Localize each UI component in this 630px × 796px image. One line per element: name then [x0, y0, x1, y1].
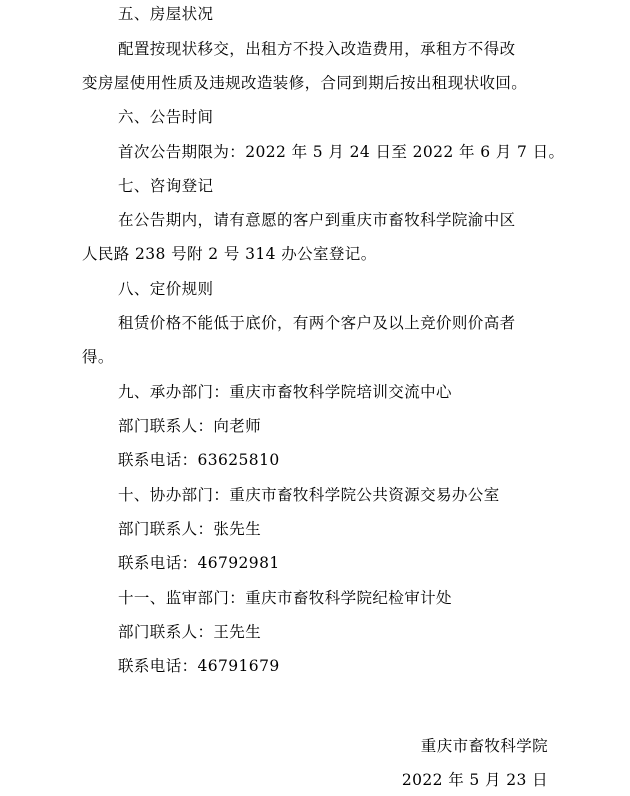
section-7-body-line-1: 在公告期内，请有意愿的客户到重庆市畜牧科学院渝中区	[118, 211, 516, 229]
section-11-contact: 部门联系人：王先生	[118, 623, 262, 641]
signature-date: 2022 年 5 月 23 日	[401, 771, 548, 789]
section-10-heading: 十、协办部门：重庆市畜牧科学院公共资源交易办公室	[118, 486, 500, 504]
section-9-contact: 部门联系人：向老师	[118, 417, 262, 435]
section-11-heading: 十一、监审部门：重庆市畜牧科学院纪检审计处	[118, 589, 452, 607]
section-5-body-line-2: 变房屋使用性质及违规改造装修，合同到期后按出租现状收回。	[82, 74, 528, 92]
section-10-phone: 联系电话：46792981	[118, 554, 280, 572]
section-8-body-line-1: 租赁价格不能低于底价，有两个客户及以上竞价则价高者	[118, 314, 516, 332]
section-8-body-line-2: 得。	[82, 348, 114, 366]
section-7-body-line-2: 人民路 238 号附 2 号 314 办公室登记。	[82, 245, 377, 263]
section-6-heading: 六、公告时间	[118, 108, 214, 126]
section-5-heading: 五、房屋状况	[118, 5, 214, 23]
section-6-body-line-1: 首次公告期限为：2022 年 5 月 24 日至 2022 年 6 月 7 日。	[118, 143, 565, 161]
section-5-body-line-1: 配置按现状移交，出租方不投入改造费用，承租方不得改	[118, 40, 516, 58]
section-8-heading: 八、定价规则	[118, 280, 214, 298]
signature-organization: 重庆市畜牧科学院	[420, 737, 548, 755]
section-7-heading: 七、咨询登记	[118, 177, 214, 195]
section-9-phone: 联系电话：63625810	[118, 451, 280, 469]
section-11-phone: 联系电话：46791679	[118, 657, 280, 675]
section-9-heading: 九、承办部门：重庆市畜牧科学院培训交流中心	[118, 383, 452, 401]
section-10-contact: 部门联系人：张先生	[118, 520, 262, 538]
